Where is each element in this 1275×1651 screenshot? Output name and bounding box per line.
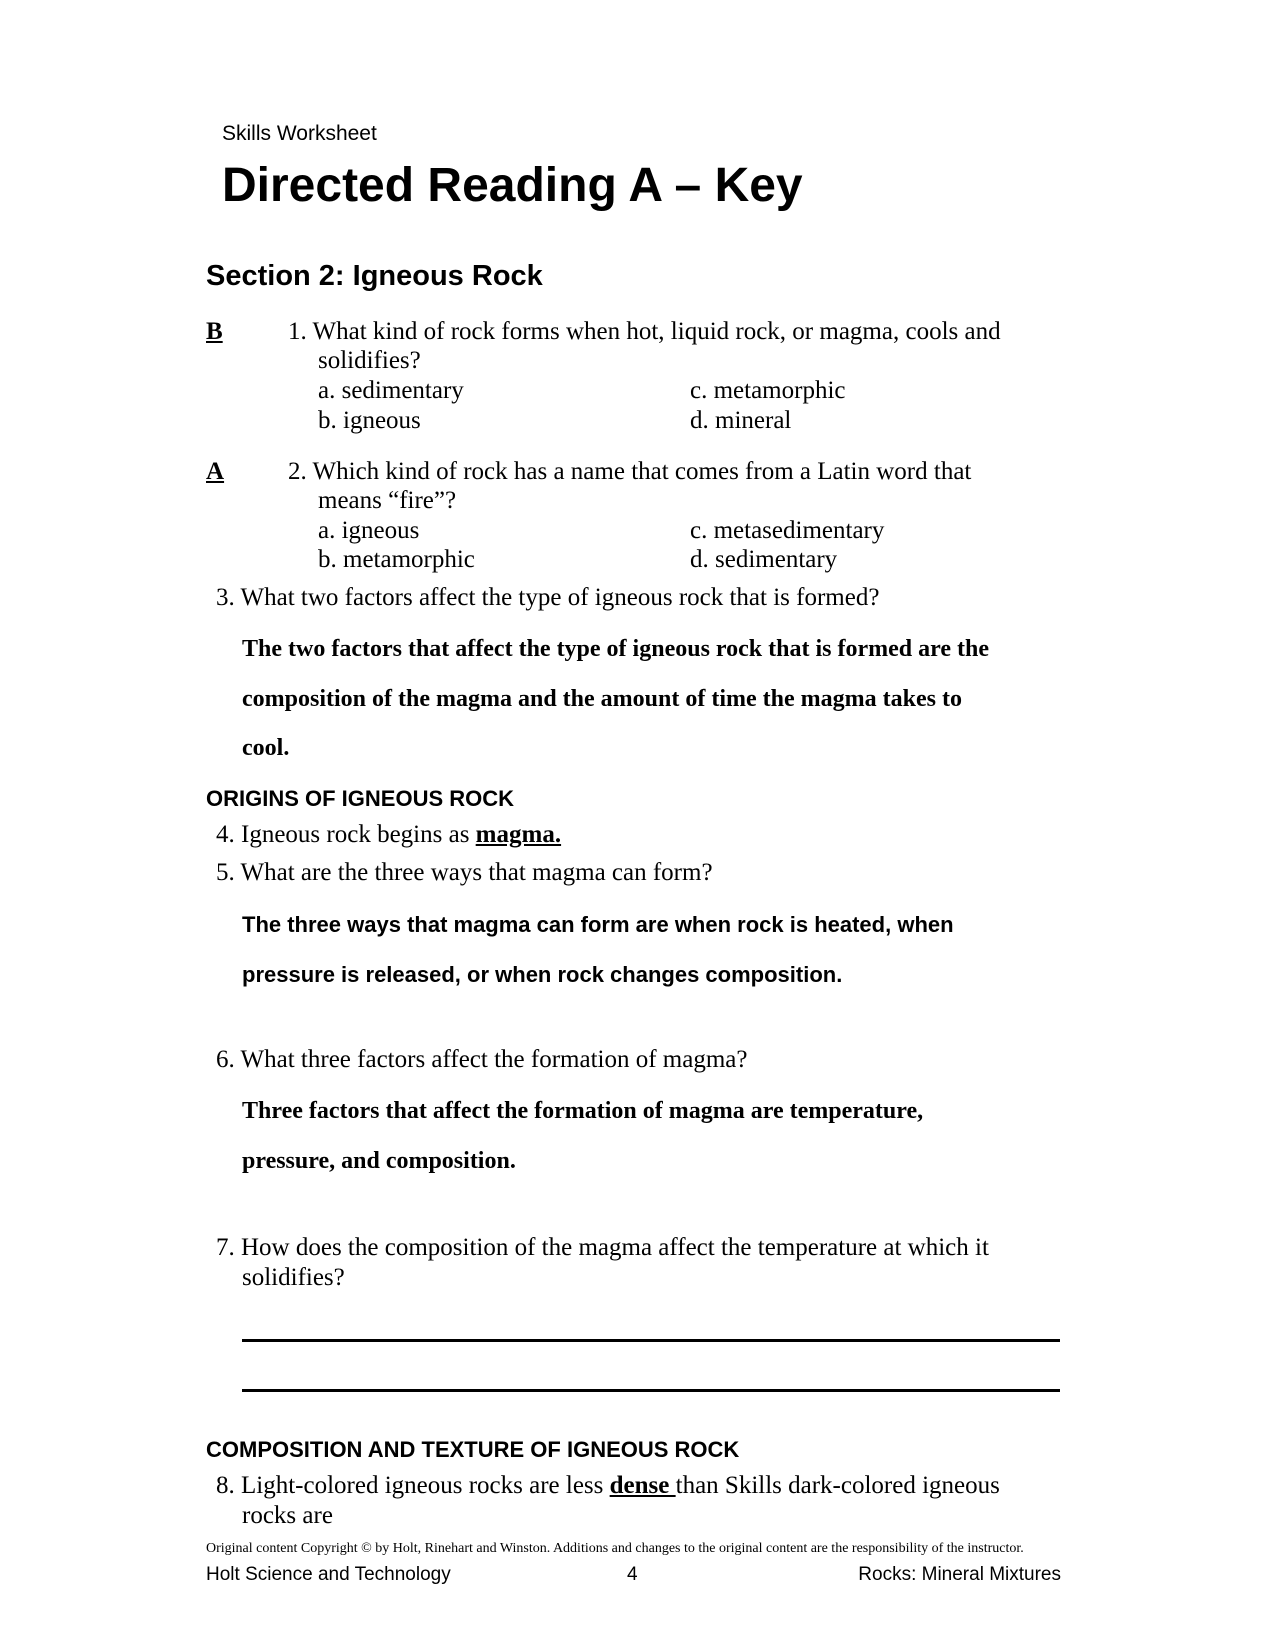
q5-answer-line2: pressure is released, or when rock changes composition. <box>242 962 843 987</box>
q8-text-prefix: 8. Light-colored igneous rocks are less <box>216 1472 610 1499</box>
q5-text: 5. What are the three ways that magma can form? <box>216 859 713 886</box>
page-number: 4 <box>627 1564 638 1585</box>
q8-answer: dense <box>609 1472 676 1499</box>
q1-choice-d: d. mineral <box>690 407 792 434</box>
footer-publisher: Holt Science and Technology <box>206 1564 451 1585</box>
q3-answer-line1: The two factors that affect the type of igneous rock that is formed are the <box>242 636 989 662</box>
q4-text: 4. Igneous rock begins as <box>216 821 476 848</box>
q2-choice-a: a. igneous <box>318 517 420 544</box>
q7-text-line2: solidifies? <box>242 1264 345 1291</box>
q6-answer-line1: Three factors that affect the formation of magma are temperature, <box>242 1098 924 1124</box>
q3-answer-line2: composition of the magma and the amount of time the magma takes to <box>242 686 962 712</box>
answer-line <box>242 1389 1060 1392</box>
q7-text-line1: 7. How does the composition of the magma affect the temperature at which it <box>216 1234 989 1261</box>
q2-text-line1: 2. Which kind of rock has a name that comes from a Latin word that <box>288 458 972 485</box>
section-heading: Section 2: Igneous Rock <box>206 260 543 292</box>
q2-question <box>206 458 971 486</box>
q2-choice-c: c. metasedimentary <box>690 517 885 544</box>
worksheet-type-label: Skills Worksheet <box>222 122 377 145</box>
q1-choice-c: c. metamorphic <box>690 377 846 404</box>
q5-answer-line1: The three ways that magma can form are when rock is heated, when <box>242 912 954 937</box>
q1-choice-a: a. sedimentary <box>318 377 464 404</box>
copyright-notice: Original content Copyright © by Holt, Rinehart and Winston. Additions and changes to the original content are the responsibility of the instructor. <box>206 1541 1024 1556</box>
q1-text-line1: 1. What kind of rock forms when hot, liquid rock, or magma, cools and <box>288 318 1001 345</box>
q4-answer: magma. <box>475 821 562 848</box>
q6-text: 6. What three factors affect the formation of magma? <box>216 1046 748 1073</box>
q2-choice-d: d. sedimentary <box>690 546 838 573</box>
q2-choice-b: b. metamorphic <box>318 546 475 573</box>
origins-heading: ORIGINS OF IGNEOUS ROCK <box>206 786 515 811</box>
q2-text-line2: means “fire”? <box>318 487 457 514</box>
footer-chapter: Rocks: Mineral Mixtures <box>858 1564 1061 1585</box>
q1-answer-blank: B <box>206 318 223 345</box>
q1-choice-b: b. igneous <box>318 407 421 434</box>
q8-text-suffix: than Skills dark-colored igneous <box>675 1472 1000 1499</box>
q8-text-line2: rocks are <box>242 1502 333 1529</box>
q1-question <box>206 318 1001 346</box>
q4-question <box>216 821 561 849</box>
answer-line <box>242 1339 1060 1342</box>
q3-answer-line3: cool. <box>242 735 290 761</box>
q1-text-line2: solidifies? <box>318 347 421 374</box>
page-title: Directed Reading A – Key <box>222 159 803 212</box>
q8-question <box>216 1472 1000 1500</box>
q6-answer-line2: pressure, and composition. <box>242 1148 516 1174</box>
q2-answer-blank: A <box>206 458 225 485</box>
q3-text: 3. What two factors affect the type of igneous rock that is formed? <box>216 584 880 611</box>
composition-heading: COMPOSITION AND TEXTURE OF IGNEOUS ROCK <box>206 1437 740 1462</box>
